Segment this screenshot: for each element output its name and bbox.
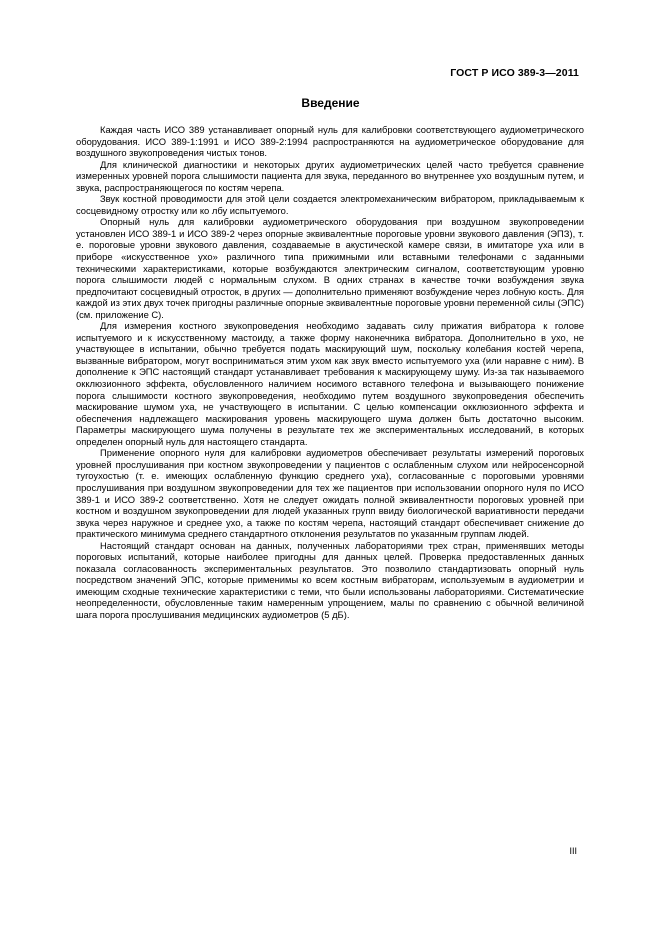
paragraph: Применение опорного нуля для калибровки аудиометров обеспечивает результаты измерений пороговых уровней прослушивания при костном звукопроведении у пациентов с ослабленным слухом или нейросенсорной тугоухостью (т. е. имеющих ослабленную функцию среднего уха), согласованные с пороговыми уровнями прослушивания при воздушном звукопроведении для тех же пациентов при использовании опорного нуля по ИСО 389-1 и ИСО 389-2 соответственно. Хотя не следует ожидать полной эквивалентности пороговых уровней при костном и воздушном звукопроведении для людей указанных групп ввиду биологической вариативности передачи звука через наружное и среднее ухо, а также по костям черепа, настоящий стандарт обеспечивает снижение до практического минимума среднего стандартного отклонения результатов по указанным группам людей. xyxy=(76,447,584,540)
body-text xyxy=(76,124,584,621)
paragraph: Опорный нуль для калибровки аудиометрического оборудования при воздушном звукопроведении установлен ИСО 389-1 и ИСО 389-2 через опорные эквивалентные пороговые уровни звукового давления (ЭПЗ), т. е. пороговые уровни звукового давления, создаваемые в акустической камере связи, в имитаторе уха или в приборе «искусственное ухо» различного типа прижимными или вставными телефонами с заданными техническими характеристиками, которые возбуждаются электрическим сигналом, соответствующим уровню порога слышимости людей с нормальным слухом. В одних странах в качестве точки возбуждения звука предпочитают сосцевидный отросток, в других — дополнительно применяют возбуждение через лобную кость. Для каждой из этих двух точек пригодны различные опорные эквивалентные пороговые уровни переменной силы (ЭПС) (см. приложение С). xyxy=(76,216,584,320)
paragraph: Для измерения костного звукопроведения необходимо задавать силу прижатия вибратора к голове испытуемого и к искусственному мастоиду, а также форму наконечника вибратора. Дополнительно в ухо, не участвующее в испытании, обычно требуется подать маскирующий шум, поскольку колебания костей черепа, вызванные вибратором, могут восприниматься этим ухом как звук вместо испытуемого уха (или наравне с ним). В дополнение к ЭПС настоящий стандарт устанавливает требования к маскирующему шуму. Из-за так называемого окклюзионного эффекта, обусловленного наличием носимого вставного телефона и вызывающего понижение порога слышимости костного звукопроведения, необходимо путем воздушного звукопроведения обеспечить маскирование шумом уха, не участвующего в испытании. С целью компенсации окклюзионного эффекта и обеспечения надлежащего маскирования уровень маскирующего шума должен быть достаточно высоким. Параметры маскирующего шума получены в результате тех же экспериментальных исследований, в которых определен опорный нуль для настоящего стандарта. xyxy=(76,320,584,447)
paragraph: Каждая часть ИСО 389 устанавливает опорный нуль для калибровки соответствующего аудиометрического оборудования. ИСО 389-1:1991 и ИСО 389-2:1994 распространяются на аудиометрическое оборудование для воздушного звукопроведения чистых тонов. xyxy=(76,124,584,159)
paragraph: Для клинической диагностики и некоторых других аудиометрических целей часто требуется сравнение измеренных уровней порога слышимости пациента для звука, переданного во внутреннее ухо воздушным путем, и звука, распространяющегося по костям черепа. xyxy=(76,158,584,193)
paragraph: Настоящий стандарт основан на данных, полученных лабораториями трех стран, применявших методы пороговых испытаний, которые наиболее пригодны для данных целей. Проверка предоставленных данных показала согласованность экспериментальных результатов. Это позволило стандартизовать опорный нуль посредством значений ЭПС, которые применимы ко всем костным вибраторам, используемым в аудиометрии и имеющим сходные технические характеристики с теми, что были использованы лабораториями. Систематические неопределенности, обусловленные таким намеренным упрощением, малы по сравнению с обычной величиной шага порога прослушивания медицинских аудиометров (5 дБ). xyxy=(76,539,584,620)
paragraph: Звук костной проводимости для этой цели создается электромеханическим вибратором, прикладываемым к сосцевидному отростку или ко лбу испытуемого. xyxy=(76,193,584,216)
page-number: III xyxy=(569,846,577,856)
section-title: Введение xyxy=(301,96,360,110)
document-code-header: ГОСТ Р ИСО 389-3—2011 xyxy=(450,67,579,79)
